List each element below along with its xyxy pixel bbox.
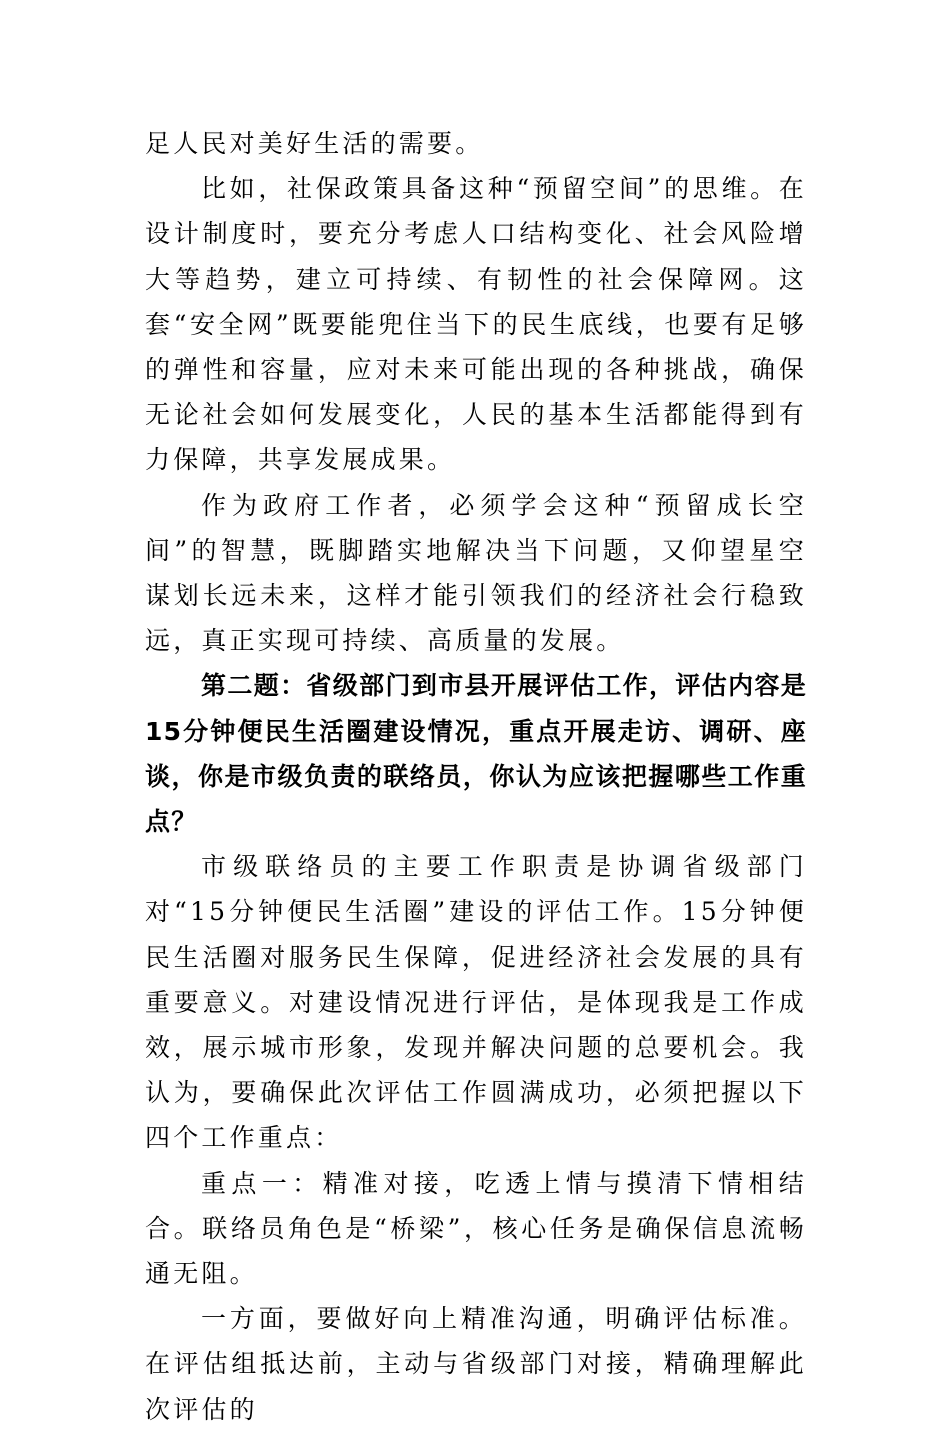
paragraph-liaison-duties: 市级联络员的主要工作职责是协调省级部门对“15分钟便民生活圈”建设的评估工作。15分钟便民生活圈对服务民生保障，促进经济社会发展的具有重要意义。对建设情况进行评估，是体现我是工作成效，展示城市形象，发现并解决问题的总要机会。我认为，要确保此次评估工作圆满成功，必须把握以下四个工作重点： <box>145 852 807 1153</box>
paragraph-government-workers: 作为政府工作者，必须学会这种“预留成长空间”的智慧，既脚踏实地解决当下问题，又仰望星空谋划长远未来，这样才能引领我们的经济社会行稳致远，真正实现可持续、高质量的发展。 <box>145 490 807 656</box>
paragraph-key-point-one: 重点一：精准对接，吃透上情与摸清下情相结合。联络员角色是“桥梁”，核心任务是确保信息流畅通无阻。 <box>145 1168 807 1289</box>
paragraph-upward-communication: 一方面，要做好向上精准沟通，明确评估标准。在评估组抵达前，主动与省级部门对接，精确理解此次评估的 <box>145 1304 807 1424</box>
paragraph-social-security: 比如，社保政策具备这种“预留空间”的思维。在设计制度时，要充分考虑人口结构变化、社会风险增大等趋势，建立可持续、有韧性的社会保障网。这套“安全网”既要能兜住当下的民生底线，也要有足够的弹性和容量，应对未来可能出现的各种挑战，确保无论社会如何发展变化，人民的基本生活都能得到有力保障，共享发展成果。 <box>145 174 807 475</box>
document-body <box>145 121 807 1432</box>
question-heading: 第二题：省级部门到市县开展评估工作，评估内容是15分钟便民生活圈建设情况，重点开展走访、调研、座谈，你是市级负责的联络员，你认为应该把握哪些工作重点？ <box>145 671 807 837</box>
paragraph-continuation: 足人民对美好生活的需要。 <box>145 129 484 158</box>
